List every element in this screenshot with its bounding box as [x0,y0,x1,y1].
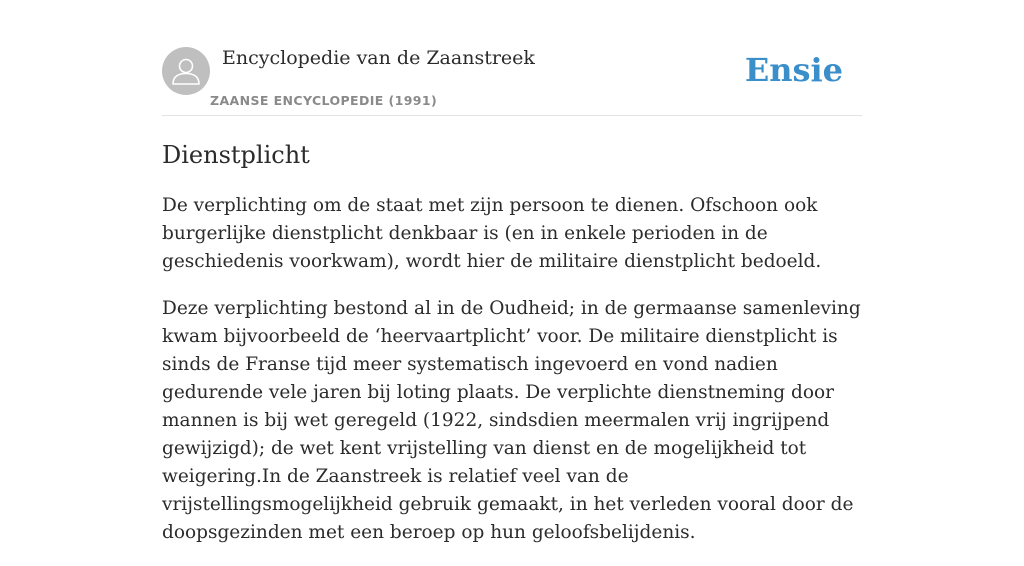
article-title: Dienstplicht [162,141,310,169]
source-subtitle: ZAANSE ENCYCLOPEDIE (1991) [210,93,438,108]
brand-logo[interactable]: Ensie [744,51,843,89]
user-icon [162,47,210,95]
paragraph: De verplichting om de staat met zijn persoon te dienen. Ofschoon ook burgerlijke dienstplicht denkbaar is (en in enkele perioden in de geschiedenis voorkwam), wordt hier de militaire dienstplicht bedoeld. [162,195,822,272]
avatar[interactable] [162,47,210,95]
source-header [162,46,862,116]
source-title[interactable]: Encyclopedie van de Zaanstreek [222,47,535,69]
article-body [162,192,862,566]
paragraph: Deze verplichting bestond al in de Oudheid; in de germaanse samenleving kwam bijvoorbeeld de ‘heervaartplicht’ voor. De militaire dienstplicht is sinds de Franse tijd meer systematisch ingevoerd en vond nadien gedurende vele jaren bij loting plaats. De verplichte dienstneming door mannen is bij wet geregeld (1922, sindsdien meermalen vrij ingrijpend gewijzigd); de wet kent vrijstelling van dienst en de mogelijkheid tot weigering.In de Zaanstreek is relatief veel van de vrijstellingsmogelijkheid gebruik gemaakt, in het verleden vooral door de doopsgezinden met een beroep op hun geloofsbelijdenis. [162,298,861,543]
